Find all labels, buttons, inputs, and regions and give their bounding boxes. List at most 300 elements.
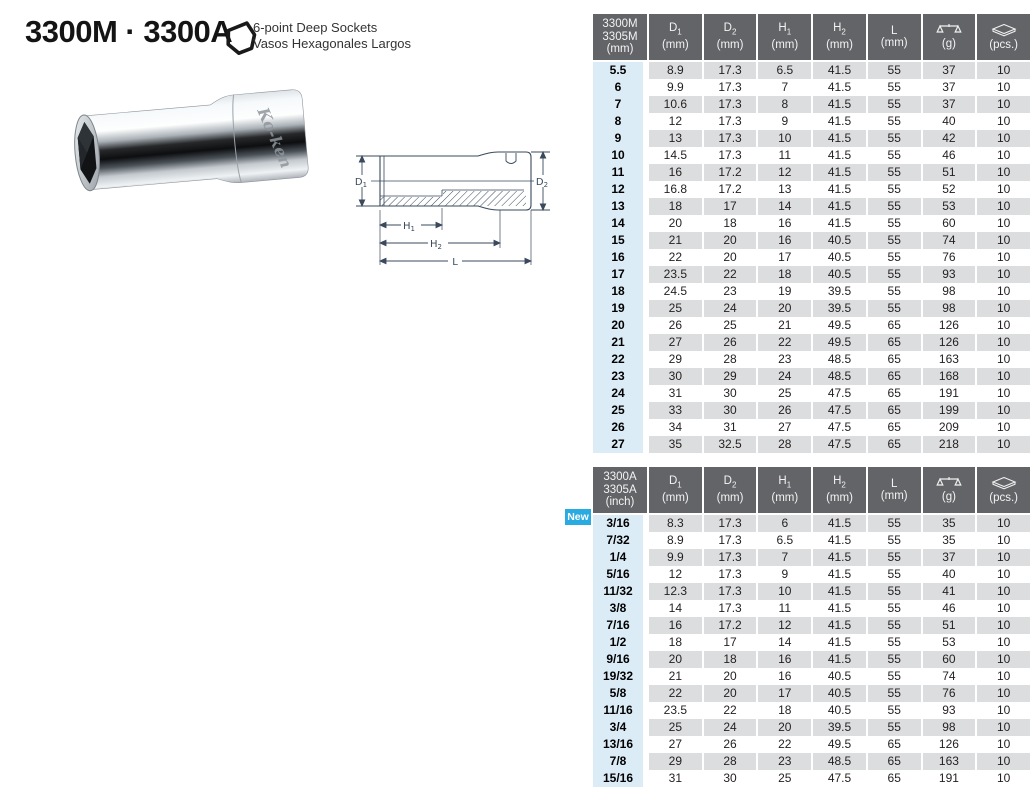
data-cell: 65	[868, 385, 921, 402]
data-cell: 17.3	[704, 532, 757, 549]
table-row	[593, 436, 1030, 453]
data-cell: 16	[758, 668, 811, 685]
data-cell: 51	[923, 164, 976, 181]
data-cell: 65	[868, 736, 921, 753]
column-header: $H_2$ (mm)	[813, 14, 866, 60]
size-cell: 8	[593, 113, 647, 130]
table-row	[593, 113, 1030, 130]
subtitle-spanish: Vasos Hexagonales Largos	[253, 36, 412, 51]
data-cell: 93	[923, 266, 976, 283]
column-header: $D_1$ (mm)	[649, 14, 702, 60]
data-cell: 10	[758, 583, 811, 600]
column-header: $H_1$ (mm)	[758, 14, 811, 60]
data-cell: 41.5	[813, 113, 866, 130]
data-cell: 76	[923, 249, 976, 266]
data-cell: 24	[758, 368, 811, 385]
data-cell: 9	[758, 566, 811, 583]
d1-label: $D_1$	[354, 177, 368, 189]
data-cell: 10	[977, 634, 1030, 651]
data-cell: 168	[923, 368, 976, 385]
data-cell: 29	[649, 351, 702, 368]
size-cell: 3/4	[593, 719, 647, 736]
data-cell: 17.3	[704, 515, 757, 532]
data-cell: 74	[923, 668, 976, 685]
size-cell: 15/16	[593, 770, 647, 787]
table-row	[593, 385, 1030, 402]
data-cell: 41.5	[813, 600, 866, 617]
table-row	[593, 651, 1030, 668]
column-header: $H_1$ (mm)	[758, 467, 811, 513]
table-row	[593, 147, 1030, 164]
data-cell: 98	[923, 300, 976, 317]
data-cell: 65	[868, 402, 921, 419]
data-cell: 10.6	[649, 96, 702, 113]
size-cell: 10	[593, 147, 647, 164]
table-row	[593, 164, 1030, 181]
size-cell: 14	[593, 215, 647, 232]
data-cell: 47.5	[813, 385, 866, 402]
data-cell: 48.5	[813, 753, 866, 770]
package-icon	[991, 476, 1017, 491]
data-cell: 22	[758, 736, 811, 753]
size-cell: 6	[593, 79, 647, 96]
data-cell: 10	[977, 702, 1030, 719]
socket-body	[71, 89, 309, 197]
data-cell: 10	[977, 249, 1030, 266]
table-row	[593, 283, 1030, 300]
data-cell: 8.9	[649, 532, 702, 549]
data-cell: 41.5	[813, 96, 866, 113]
data-cell: 26	[649, 317, 702, 334]
data-cell: 16	[649, 617, 702, 634]
table-row	[593, 181, 1030, 198]
data-cell: 126	[923, 317, 976, 334]
data-cell: 17.2	[704, 617, 757, 634]
data-cell: 10	[977, 351, 1030, 368]
data-cell: 9.9	[649, 549, 702, 566]
data-cell: 65	[868, 436, 921, 453]
data-cell: 218	[923, 436, 976, 453]
data-cell: 37	[923, 79, 976, 96]
data-cell: 17.3	[704, 566, 757, 583]
size-cell: 7/16	[593, 617, 647, 634]
data-cell: 7	[758, 79, 811, 96]
data-cell: 20	[758, 719, 811, 736]
spec-table-inch	[593, 467, 1030, 787]
size-cell: 11/16	[593, 702, 647, 719]
table-row	[593, 583, 1030, 600]
column-header: $H_2$ (mm)	[813, 467, 866, 513]
data-cell: 47.5	[813, 436, 866, 453]
data-cell: 65	[868, 368, 921, 385]
data-cell: 42	[923, 130, 976, 147]
size-cell: 9	[593, 130, 647, 147]
data-cell: 17	[704, 634, 757, 651]
data-cell: 98	[923, 719, 976, 736]
data-cell: 28	[704, 753, 757, 770]
table-row	[593, 249, 1030, 266]
data-cell: 65	[868, 753, 921, 770]
data-cell: 23	[758, 351, 811, 368]
hatch-step	[443, 191, 526, 197]
data-cell: 18	[649, 198, 702, 215]
data-cell: 21	[649, 232, 702, 249]
column-header: (g)	[923, 14, 976, 60]
data-cell: 12.3	[649, 583, 702, 600]
size-cell: 11/32	[593, 583, 647, 600]
data-cell: 8.3	[649, 515, 702, 532]
column-header: $D_2$ (mm)	[704, 467, 757, 513]
data-cell: 23.5	[649, 702, 702, 719]
data-cell: 20	[704, 249, 757, 266]
table-row	[593, 130, 1030, 147]
data-cell: 20	[704, 668, 757, 685]
data-cell: 17	[758, 249, 811, 266]
data-cell: 30	[649, 368, 702, 385]
size-cell: 12	[593, 181, 647, 198]
table-row	[593, 600, 1030, 617]
data-cell: 9.9	[649, 79, 702, 96]
data-cell: 16	[649, 164, 702, 181]
size-cell: 11	[593, 164, 647, 181]
data-cell: 17.2	[704, 181, 757, 198]
data-cell: 11	[758, 600, 811, 617]
data-cell: 25	[758, 770, 811, 787]
data-cell: 17.2	[704, 164, 757, 181]
data-cell: 55	[868, 600, 921, 617]
column-header: (pcs.)	[977, 14, 1030, 60]
data-cell: 13	[649, 130, 702, 147]
size-cell: 9/16	[593, 651, 647, 668]
data-cell: 23.5	[649, 266, 702, 283]
table-row	[593, 702, 1030, 719]
data-cell: 163	[923, 351, 976, 368]
data-cell: 16	[758, 232, 811, 249]
data-cell: 10	[977, 62, 1030, 79]
size-cell: 7/32	[593, 532, 647, 549]
size-cell: 1/4	[593, 549, 647, 566]
table-row	[593, 566, 1030, 583]
data-cell: 55	[868, 232, 921, 249]
table-header	[593, 467, 1030, 513]
data-cell: 39.5	[813, 283, 866, 300]
size-cell: 19/32	[593, 668, 647, 685]
data-cell: 52	[923, 181, 976, 198]
data-cell: 12	[649, 566, 702, 583]
data-cell: 28	[758, 436, 811, 453]
data-cell: 126	[923, 334, 976, 351]
data-cell: 30	[704, 402, 757, 419]
data-cell: 10	[977, 385, 1030, 402]
data-cell: 10	[977, 566, 1030, 583]
data-cell: 55	[868, 164, 921, 181]
data-cell: 47.5	[813, 419, 866, 436]
size-cell: 20	[593, 317, 647, 334]
table-row	[593, 549, 1030, 566]
data-cell: 14.5	[649, 147, 702, 164]
size-cell: 26	[593, 419, 647, 436]
data-cell: 49.5	[813, 334, 866, 351]
data-cell: 8	[758, 96, 811, 113]
data-cell: 55	[868, 651, 921, 668]
data-cell: 6.5	[758, 532, 811, 549]
data-cell: 17.3	[704, 62, 757, 79]
data-cell: 25	[704, 317, 757, 334]
data-cell: 17.3	[704, 583, 757, 600]
data-cell: 10	[977, 770, 1030, 787]
data-cell: 18	[758, 266, 811, 283]
data-cell: 49.5	[813, 317, 866, 334]
data-cell: 20	[758, 300, 811, 317]
new-badge: New	[565, 509, 591, 525]
data-cell: 16.8	[649, 181, 702, 198]
data-cell: 41.5	[813, 147, 866, 164]
data-cell: 126	[923, 736, 976, 753]
data-cell: 22	[649, 249, 702, 266]
data-cell: 16	[758, 651, 811, 668]
data-cell: 10	[758, 130, 811, 147]
data-cell: 19	[758, 283, 811, 300]
data-cell: 24	[704, 719, 757, 736]
data-cell: 10	[977, 232, 1030, 249]
data-cell: 39.5	[813, 300, 866, 317]
table-row	[593, 334, 1030, 351]
data-cell: 31	[649, 770, 702, 787]
data-cell: 29	[704, 368, 757, 385]
table-row	[593, 266, 1030, 283]
table-row	[593, 685, 1030, 702]
data-cell: 31	[649, 385, 702, 402]
data-cell: 55	[868, 198, 921, 215]
table-row	[593, 198, 1030, 215]
data-cell: 55	[868, 215, 921, 232]
data-cell: 10	[977, 96, 1030, 113]
table-row	[593, 62, 1030, 79]
data-cell: 23	[704, 283, 757, 300]
data-cell: 41.5	[813, 515, 866, 532]
data-cell: 76	[923, 685, 976, 702]
data-cell: 10	[977, 402, 1030, 419]
data-cell: 41.5	[813, 617, 866, 634]
data-cell: 48.5	[813, 368, 866, 385]
data-cell: 40.5	[813, 668, 866, 685]
data-cell: 10	[977, 181, 1030, 198]
data-cell: 55	[868, 130, 921, 147]
data-cell: 17.3	[704, 130, 757, 147]
data-cell: 46	[923, 147, 976, 164]
size-cell: 23	[593, 368, 647, 385]
data-cell: 41.5	[813, 566, 866, 583]
data-cell: 55	[868, 566, 921, 583]
size-cell: 7/8	[593, 753, 647, 770]
data-cell: 27	[649, 334, 702, 351]
data-cell: 6.5	[758, 62, 811, 79]
data-cell: 53	[923, 198, 976, 215]
size-cell: 5/16	[593, 566, 647, 583]
size-cell: 17	[593, 266, 647, 283]
data-cell: 41.5	[813, 130, 866, 147]
data-cell: 46	[923, 600, 976, 617]
data-cell: 10	[977, 147, 1030, 164]
data-cell: 31	[704, 419, 757, 436]
data-cell: 55	[868, 79, 921, 96]
data-cell: 18	[758, 702, 811, 719]
data-cell: 18	[704, 651, 757, 668]
size-cell: 25	[593, 402, 647, 419]
data-cell: 93	[923, 702, 976, 719]
data-cell: 10	[977, 266, 1030, 283]
product-code-title: 3300M · 3300A	[25, 14, 233, 49]
table-row	[593, 753, 1030, 770]
size-cell: 7	[593, 96, 647, 113]
table-row	[593, 419, 1030, 436]
table-row	[593, 317, 1030, 334]
data-cell: 10	[977, 736, 1030, 753]
data-cell: 55	[868, 549, 921, 566]
column-header: L (mm)	[868, 467, 921, 513]
data-cell: 20	[649, 215, 702, 232]
data-cell: 29	[649, 753, 702, 770]
data-cell: 47.5	[813, 770, 866, 787]
table-row	[593, 770, 1030, 787]
data-cell: 14	[758, 634, 811, 651]
data-cell: 10	[977, 300, 1030, 317]
data-cell: 41.5	[813, 532, 866, 549]
data-cell: 74	[923, 232, 976, 249]
data-cell: 10	[977, 419, 1030, 436]
table-row	[593, 515, 1030, 532]
data-cell: 17.3	[704, 79, 757, 96]
data-cell: 55	[868, 249, 921, 266]
data-cell: 35	[923, 515, 976, 532]
product-photo	[22, 56, 334, 236]
size-cell: 5.5	[593, 62, 647, 79]
data-cell: 55	[868, 634, 921, 651]
data-cell: 22	[704, 702, 757, 719]
data-cell: 55	[868, 283, 921, 300]
table-row	[593, 402, 1030, 419]
data-cell: 10	[977, 651, 1030, 668]
column-header: (g)	[923, 467, 976, 513]
size-cell: 16	[593, 249, 647, 266]
column-header: L (mm)	[868, 14, 921, 60]
data-cell: 10	[977, 317, 1030, 334]
data-cell: 26	[704, 334, 757, 351]
data-cell: 9	[758, 113, 811, 130]
data-cell: 55	[868, 515, 921, 532]
data-cell: 55	[868, 685, 921, 702]
data-cell: 10	[977, 753, 1030, 770]
l-label: L	[452, 257, 458, 268]
data-cell: 40.5	[813, 685, 866, 702]
data-cell: 40.5	[813, 249, 866, 266]
hatch-lower	[380, 197, 526, 206]
data-cell: 199	[923, 402, 976, 419]
size-cell: 15	[593, 232, 647, 249]
table-row	[593, 351, 1030, 368]
data-cell: 23	[758, 753, 811, 770]
scale-icon	[936, 23, 962, 37]
data-cell: 22	[758, 334, 811, 351]
data-cell: 16	[758, 215, 811, 232]
data-cell: 17.3	[704, 600, 757, 617]
data-cell: 22	[649, 685, 702, 702]
data-cell: 10	[977, 198, 1030, 215]
data-cell: 10	[977, 334, 1030, 351]
size-cell: 22	[593, 351, 647, 368]
data-cell: 30	[704, 385, 757, 402]
data-cell: 27	[649, 736, 702, 753]
data-cell: 55	[868, 113, 921, 130]
subtitle-english: 6-point Deep Sockets	[253, 20, 378, 35]
data-cell: 41.5	[813, 62, 866, 79]
data-cell: 17.3	[704, 96, 757, 113]
data-cell: 17.3	[704, 147, 757, 164]
data-cell: 35	[649, 436, 702, 453]
data-cell: 41	[923, 583, 976, 600]
engraving-text: Ko-ken	[253, 104, 296, 171]
size-cell: 13	[593, 198, 647, 215]
h1-label: $H_1$	[403, 221, 415, 233]
product-subtitle	[253, 20, 411, 52]
data-cell: 17	[758, 685, 811, 702]
data-cell: 10	[977, 436, 1030, 453]
data-cell: 55	[868, 62, 921, 79]
data-cell: 55	[868, 702, 921, 719]
data-cell: 60	[923, 215, 976, 232]
table-header	[593, 14, 1030, 60]
table-row	[593, 617, 1030, 634]
data-cell: 35	[923, 532, 976, 549]
data-cell: 26	[704, 736, 757, 753]
table-row	[593, 634, 1030, 651]
data-cell: 25	[758, 385, 811, 402]
column-header: $D_1$ (mm)	[649, 467, 702, 513]
data-cell: 39.5	[813, 719, 866, 736]
data-cell: 10	[977, 515, 1030, 532]
data-cell: 10	[977, 668, 1030, 685]
data-cell: 10	[977, 215, 1030, 232]
data-cell: 55	[868, 147, 921, 164]
data-cell: 55	[868, 668, 921, 685]
data-cell: 10	[977, 685, 1030, 702]
data-cell: 55	[868, 583, 921, 600]
data-cell: 191	[923, 770, 976, 787]
column-header: $D_2$ (mm)	[704, 14, 757, 60]
data-cell: 41.5	[813, 583, 866, 600]
data-cell: 26	[758, 402, 811, 419]
data-cell: 10	[977, 368, 1030, 385]
data-cell: 53	[923, 634, 976, 651]
size-cell: 3/16	[593, 515, 647, 532]
data-cell: 65	[868, 351, 921, 368]
size-cell: 3/8	[593, 600, 647, 617]
data-cell: 209	[923, 419, 976, 436]
data-cell: 12	[758, 164, 811, 181]
data-cell: 55	[868, 96, 921, 113]
data-cell: 40	[923, 566, 976, 583]
data-cell: 65	[868, 334, 921, 351]
data-cell: 40.5	[813, 232, 866, 249]
data-cell: 65	[868, 419, 921, 436]
data-cell: 41.5	[813, 181, 866, 198]
size-cell: 21	[593, 334, 647, 351]
d2-label: $D_2$	[535, 177, 549, 189]
size-cell: 18	[593, 283, 647, 300]
data-cell: 17.3	[704, 113, 757, 130]
column-header-size: 3300A 3305A (inch)	[593, 467, 647, 513]
data-cell: 55	[868, 181, 921, 198]
